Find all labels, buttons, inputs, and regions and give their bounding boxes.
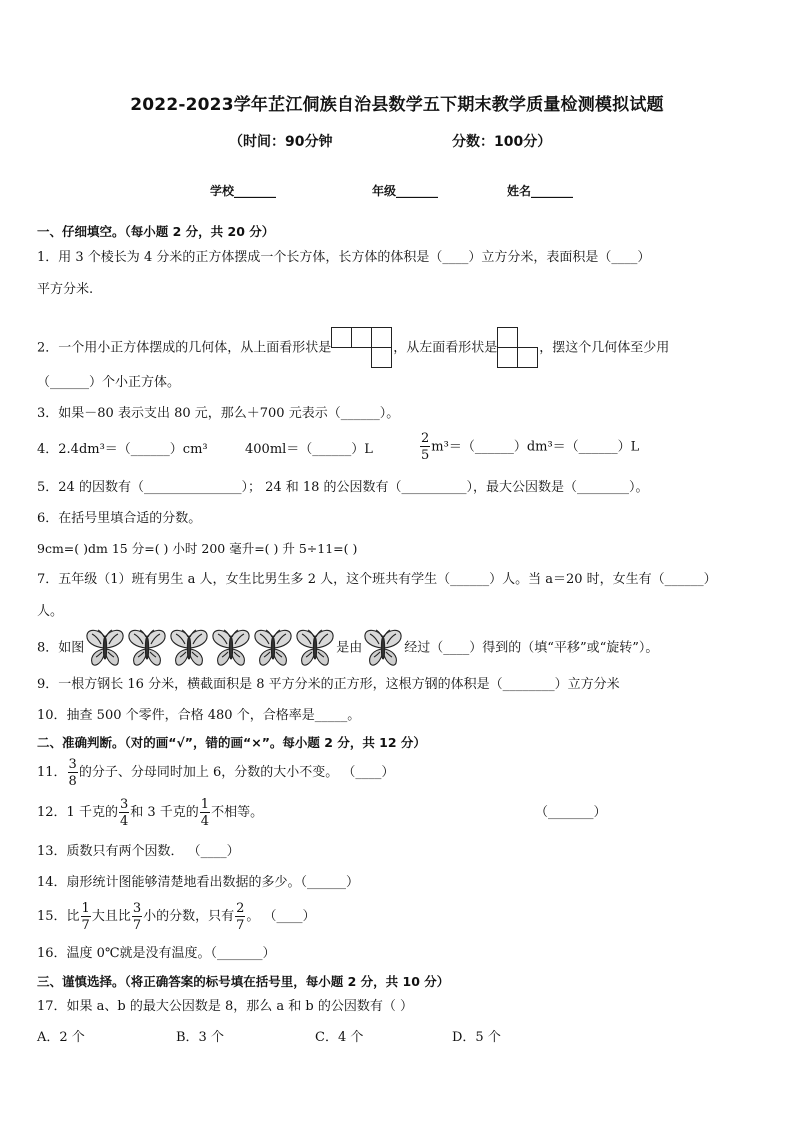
question-15-text-d: 。 （____）	[246, 909, 316, 924]
score-label: 分数：100分）	[452, 134, 552, 150]
question-12	[37, 797, 263, 829]
question-8-text-c: 经过（____）得到的（填“平移”或“旋转”）。	[404, 640, 659, 656]
option-c: C．4 个	[315, 1030, 364, 1045]
fraction-three-quarters: $\frac{3}{4}$	[119, 796, 129, 829]
name-field: 姓名_______	[507, 184, 574, 198]
question-2-line-2: （______）个小正方体。	[37, 375, 181, 390]
question-11-number: 11．	[37, 765, 67, 780]
question-5: 5．24 的因数有（_______________）； 24 和 18 的公因数有（__________），最大公因数是（________）。	[37, 480, 649, 495]
fraction-one-seventh: $\frac{1}{7}$	[81, 900, 90, 933]
section-2-heading: 二、准确判断。（对的画“√”，错的画“×”。每小题 2 分，共 12 分）	[37, 735, 426, 750]
fraction-two-fifths: $\frac{2}{5}$	[421, 431, 430, 463]
exam-meta	[0, 131, 794, 151]
question-17: 17．如果 a、b 的最大公因数是 8，那么 a 和 b 的公因数有（ ）	[37, 999, 414, 1014]
question-12-text-a: 12．1 千克的	[37, 805, 118, 820]
question-8	[37, 626, 658, 671]
butterfly-5	[252, 627, 294, 669]
question-6: 6．在括号里填合适的分数。	[37, 511, 202, 526]
fraction-one-quarter: $\frac{1}{4}$	[200, 796, 210, 829]
butterfly-single	[362, 626, 404, 670]
fraction-three-sevenths: $\frac{3}{7}$	[132, 900, 142, 933]
butterfly-row	[84, 626, 336, 670]
question-15-text-c: 小的分数，只有	[143, 909, 235, 924]
question-7-line-1: 7．五年级（1）班有男生 a 人，女生比男生多 2 人，这个班共有学生（______）人。当 a＝20 时，女生有（______）	[37, 572, 717, 587]
butterfly-6	[294, 627, 336, 669]
question-1-line-2: 平方分米.	[37, 282, 94, 297]
question-11-text: 的分子、分母同时加上 6，分数的大小不变。 （____）	[78, 765, 395, 780]
question-11	[37, 757, 394, 789]
fraction-two-sevenths: $\frac{2}{7}$	[236, 900, 245, 933]
question-9: 9．一根方钢长 16 分米，横截面积是 8 平方分米的正方形，这根方钢的体积是（________）立方分米	[37, 677, 620, 692]
question-2-text-b: ，从左面看形状是	[393, 340, 498, 356]
question-14: 14．扇形统计图能够清楚地看出数据的多少。（______）	[37, 875, 360, 890]
time-label: （时间：90分钟	[229, 134, 333, 150]
question-3: 3．如果－80 表示支出 80 元，那么＋700 元表示（______）。	[37, 406, 400, 421]
left-view-figure	[497, 327, 539, 369]
butterfly-3	[168, 627, 210, 669]
option-b: B．3 个	[176, 1030, 224, 1045]
question-10: 10．抽查 500 个零件，合格 480 个，合格率是_____。	[37, 708, 361, 723]
question-2-line-1	[37, 327, 669, 369]
question-12-text-c: 不相等。	[211, 805, 264, 820]
question-13: 13．质数只有两个因数． （____）	[37, 844, 240, 859]
page-title: 2022-2023学年芷江侗族自治县数学五下期末教学质量检测模拟试题	[130, 95, 664, 115]
question-6-items: 9cm=( )dm 15 分=( ) 小时 200 毫升=( ) 升 5÷11=( )	[37, 541, 358, 556]
question-12-text-b: 和 3 千克的	[130, 805, 199, 820]
butterfly-4	[210, 627, 252, 669]
top-view-figure	[331, 327, 393, 369]
question-1-line-1: 1．用 3 个棱长为 4 分米的正方体摆成一个长方体，长方体的体积是（____）立方分米，表面积是（____）	[37, 250, 651, 265]
section-3-heading: 三、谨慎选择。（将正确答案的标号填在括号里，每小题 2 分，共 10 分）	[37, 974, 450, 989]
question-7-line-2: 人。	[37, 604, 64, 619]
question-4-part-a: 4．2.4dm³＝（______）cm³	[37, 442, 208, 457]
question-4-part-c	[419, 432, 639, 462]
question-4-part-c-text: m³＝（______）dm³＝（______）L	[431, 439, 640, 455]
school-field: 学校_______	[210, 184, 277, 198]
question-15	[37, 900, 316, 934]
question-12-answer-blank: （_______）	[535, 805, 607, 820]
question-8-text-a: 8．如图	[37, 640, 85, 656]
section-1-heading: 一、仔细填空。（每小题 2 分，共 20 分）	[37, 224, 275, 239]
butterfly-2	[126, 627, 168, 669]
question-4-part-b: 400ml＝（______）L	[245, 442, 373, 457]
option-a: A．2 个	[37, 1030, 85, 1045]
question-15-text-b: 大且比	[91, 909, 131, 924]
question-2-text-c: ，摆这个几何体至少用	[539, 340, 670, 356]
question-16: 16．温度 0℃就是没有温度。（_______）	[37, 946, 276, 961]
question-15-text-a: 15．比	[37, 909, 80, 924]
grade-field: 年级_______	[372, 184, 439, 198]
question-8-text-b: 是由	[336, 640, 363, 656]
butterfly-1	[84, 627, 126, 669]
fraction-three-eighths: $\frac{3}{8}$	[68, 756, 77, 789]
question-2-text-a: 2．一个用小正方体摆成的几何体，从上面看形状是	[37, 340, 332, 356]
student-info	[0, 182, 794, 200]
option-d: D．5 个	[452, 1030, 501, 1045]
butterfly-original	[362, 627, 404, 669]
